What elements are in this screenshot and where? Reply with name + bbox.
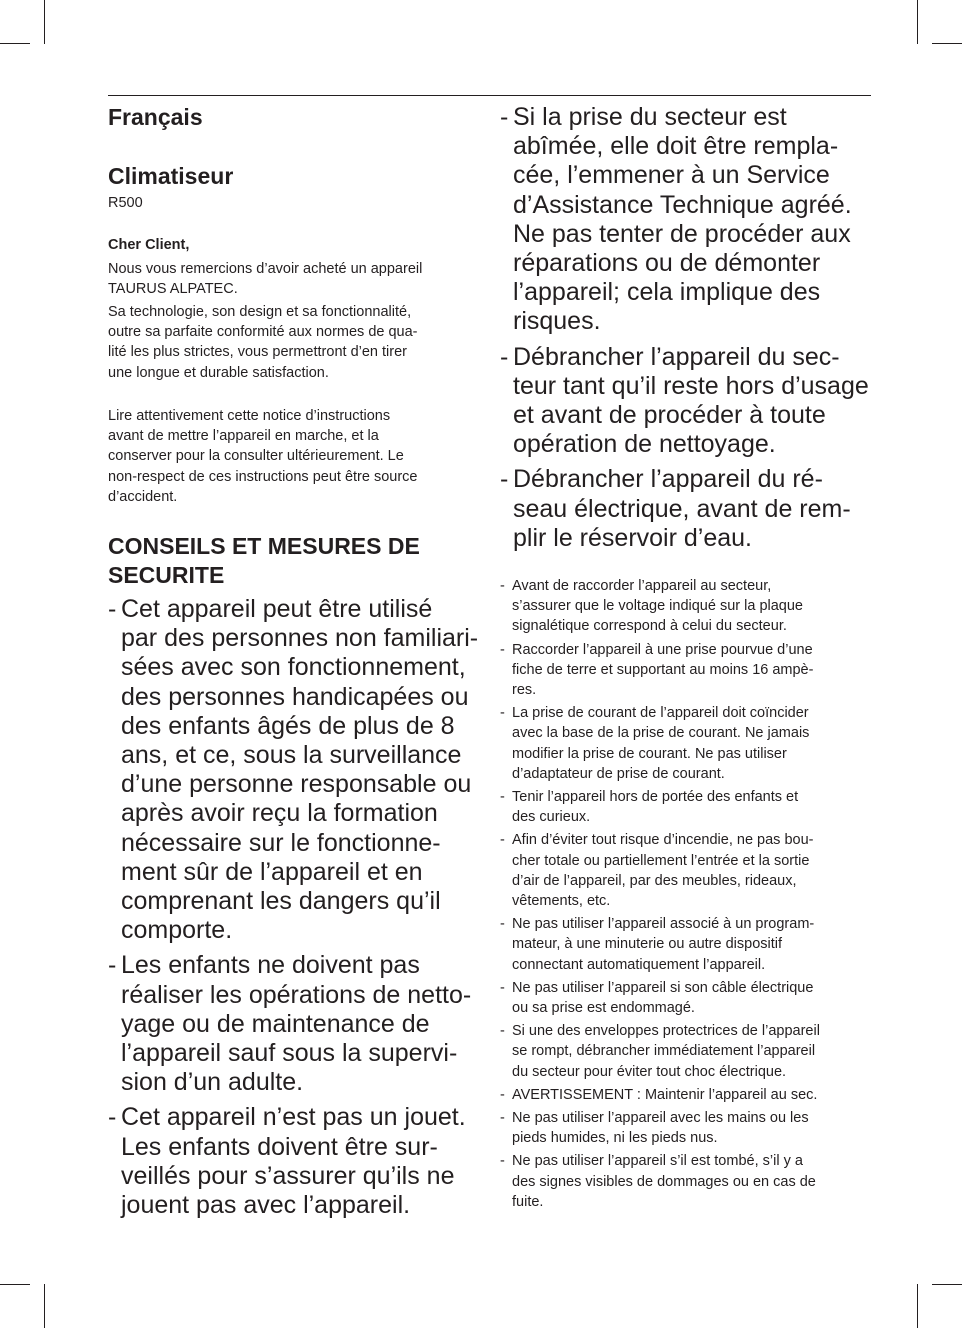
list-item (108, 951, 478, 1097)
text-line: des personnes handicapées ou (121, 682, 469, 711)
safety-list-small (500, 576, 820, 1215)
text-line: - Ne pas utiliser l’appareil avec les mains ou les (512, 1110, 809, 1127)
text-line: - AVERTISSEMENT : Maintenir l’appareil au sec. (512, 1086, 818, 1103)
text-line: Ne pas tenter de procéder aux (513, 219, 851, 248)
text-line: - Cet appareil peut être utilisé (121, 595, 433, 623)
text-line: d’air de l’appareil, par des meubles, rideaux, (512, 872, 797, 889)
text-line: des enfants âgés de plus de 8 (121, 711, 455, 740)
text-line: avec la base de la prise de courant. Ne jamais (512, 725, 810, 742)
text-line: connectant automatiquement l’appareil. (512, 956, 766, 973)
text-line: - Ne pas utiliser l’appareil si son câble électrique (512, 979, 814, 996)
crop-mark (0, 1284, 30, 1285)
text-line: res. (512, 682, 537, 699)
text-line: des curieux. (512, 809, 591, 826)
text-line: modifier la prise de courant. Ne pas utiliser (512, 745, 787, 762)
list-item (500, 1108, 820, 1148)
intro-paragraph-3 (108, 406, 418, 507)
text-line: Lire attentivement cette notice d’instructions (108, 408, 391, 424)
text-line: sées avec son fonctionnement, (121, 653, 466, 682)
safety-section-heading (108, 532, 420, 590)
text-line: après avoir reçu la formation (121, 799, 438, 828)
crop-mark (932, 1284, 962, 1285)
text-line: fuite. (512, 1193, 544, 1210)
text-line: plir le réservoir d’eau. (513, 523, 752, 552)
list-item (500, 576, 820, 637)
text-line: - Si une des enveloppes protectrices de l’appareil (512, 1023, 820, 1040)
intro-paragraph-1 (108, 259, 422, 299)
language-heading: Français (108, 104, 203, 130)
text-line: sion d’un adulte. (121, 1068, 304, 1097)
text-line: outre sa parfaite conformité aux normes de qua- (108, 324, 418, 341)
text-line: nécessaire sur le fonctionne- (121, 828, 441, 857)
list-item (108, 595, 478, 945)
text-line: - Avant de raccorder l’appareil au secteur, (512, 578, 772, 594)
list-item (500, 1151, 820, 1212)
list-item (500, 787, 820, 827)
text-line: - Raccorder l’appareil à une prise pourvue d’une (512, 641, 813, 658)
crop-mark (917, 0, 918, 44)
text-line: d’adaptateur de prise de courant. (512, 765, 725, 782)
text-line: l’appareil sauf sous la supervi- (121, 1039, 458, 1068)
list-item (108, 1103, 478, 1220)
text-line: par des personnes non familiari- (121, 624, 479, 653)
heading-line: CONSEILS ET MESURES DE (108, 533, 420, 559)
text-line: Nous vous remercions d’avoir acheté un appareil (108, 261, 423, 277)
crop-mark (917, 1284, 918, 1328)
header-rule (108, 95, 871, 96)
text-line: jouent pas avec l’appareil. (121, 1191, 411, 1220)
text-line: teur tant qu’il reste hors d’usage (513, 371, 869, 400)
text-line: ment sûr de l’appareil et en (121, 857, 423, 886)
list-item (500, 830, 820, 911)
text-line: du secteur pour éviter tout choc électrique. (512, 1063, 787, 1080)
text-line: comprenant les dangers qu’il (121, 887, 441, 916)
text-line: cée, l’emmener à un Service (513, 161, 830, 190)
crop-mark (44, 1284, 45, 1328)
text-line: ou sa prise est endommagé. (512, 1000, 695, 1017)
text-line: d’Assistance Technique agréé. (513, 190, 852, 219)
product-title: Climatiseur (108, 163, 234, 189)
text-line: - Ne pas utiliser l’appareil associé à un program- (512, 916, 815, 933)
text-line: yage ou de maintenance de (121, 1009, 430, 1038)
heading-line: SECURITE (108, 562, 225, 588)
text-line: Sa technologie, son design et sa fonctionnalité, (108, 304, 412, 320)
text-line: comporte. (121, 916, 233, 945)
text-line: - Débrancher l’appareil du ré- (513, 465, 823, 494)
text-line: cher totale ou partiellement l’entrée et la sortie (512, 852, 810, 869)
crop-mark (44, 0, 45, 44)
list-item (500, 640, 820, 701)
text-line: fiche de terre et supportant au moins 16 ampè- (512, 661, 814, 678)
text-line: - Les enfants ne doivent pas (121, 951, 420, 980)
text-line: - La prise de courant de l’appareil doit coïncider (512, 705, 809, 722)
text-line: - Débrancher l’appareil du sec- (513, 342, 840, 371)
crop-mark (932, 43, 962, 44)
list-item (500, 1085, 820, 1105)
text-line: TAURUS ALPATEC. (108, 281, 238, 298)
text-line: conserver pour la consulter ultérieurement. Le (108, 448, 404, 465)
text-line: Les enfants doivent être sur- (121, 1132, 438, 1161)
text-line: ans, et ce, sous la surveillance (121, 741, 462, 770)
text-line: d’accident. (108, 488, 178, 505)
intro-paragraph-2 (108, 302, 418, 383)
text-line: pieds humides, ni les pieds nus. (512, 1130, 718, 1147)
text-line: une longue et durable satisfaction. (108, 364, 329, 381)
text-line: s’assurer que le voltage indiqué sur la plaque (512, 598, 803, 615)
text-line: risques. (513, 307, 601, 336)
text-line: et avant de procéder à toute (513, 401, 826, 430)
text-line: seau électrique, avant de rem- (513, 494, 851, 523)
list-item (500, 703, 820, 784)
list-item (500, 465, 869, 553)
text-line: d’une personne responsable ou (121, 770, 472, 799)
text-line: des signes visibles de dommages ou en cas de (512, 1173, 816, 1190)
text-line: - Si la prise du secteur est (513, 103, 787, 131)
text-line: signalétique correspond à celui du secteur. (512, 618, 787, 635)
safety-list-large-left (108, 595, 478, 1226)
text-line: avant de mettre l’appareil en marche, et la (108, 428, 379, 445)
model-number: R500 (108, 195, 143, 211)
safety-list-large-right (500, 103, 869, 559)
text-line: - Afin d’éviter tout risque d’incendie, ne pas bou- (512, 832, 814, 849)
text-line: - Tenir l’appareil hors de portée des enfants et (512, 789, 799, 806)
crop-mark (0, 43, 30, 44)
list-item (500, 1021, 820, 1082)
text-line: réaliser les opérations de netto- (121, 980, 472, 1009)
text-line: lité les plus strictes, vous permettront d’en tirer (108, 344, 407, 361)
text-line: non-respect de ces instructions peut être source (108, 468, 418, 485)
text-line: abîmée, elle doit être rempla- (513, 132, 839, 161)
text-line: - Ne pas utiliser l’appareil s’il est tombé, s’il y a (512, 1153, 803, 1170)
salutation: Cher Client, (108, 237, 190, 253)
list-item (500, 103, 869, 337)
text-line: opération de nettoyage. (513, 430, 776, 459)
text-line: mateur, à une minuterie ou autre dispositif (512, 936, 783, 953)
list-item (500, 343, 869, 460)
list-item (500, 978, 820, 1018)
text-line: se rompt, débrancher immédiatement l’appareil (512, 1043, 816, 1060)
text-line: - Cet appareil n’est pas un jouet. (121, 1103, 466, 1132)
text-line: vêtements, etc. (512, 893, 611, 910)
list-item (500, 914, 820, 975)
text-line: l’appareil; cela implique des (513, 278, 821, 307)
text-line: veillés pour s’assurer qu’ils ne (121, 1161, 455, 1190)
text-line: réparations ou de démonter (513, 249, 821, 278)
